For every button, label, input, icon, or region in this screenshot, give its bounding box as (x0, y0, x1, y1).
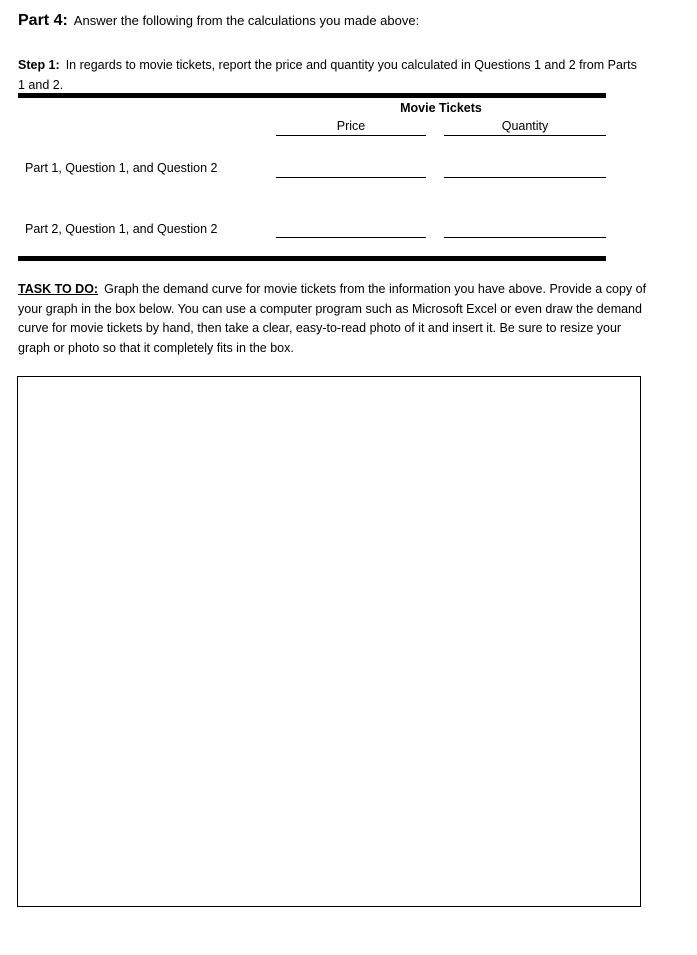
table-bottom-rule (18, 256, 606, 261)
step-label: Step 1: (18, 58, 60, 72)
header-underline-price (276, 135, 426, 136)
column-header-price: Price (336, 119, 366, 133)
price-answer-line-part1[interactable] (276, 177, 426, 178)
part-instruction: Answer the following from the calculations you made above: (73, 13, 420, 28)
graph-answer-box[interactable] (17, 376, 641, 907)
header-underline-quantity (444, 135, 606, 136)
quantity-answer-line-part2[interactable] (444, 237, 606, 238)
row-label-part1: Part 1, Question 1, and Question 2 (25, 161, 218, 175)
step-text: In regards to movie tickets, report the price and quantity you calculated in Questions 1 and 2 from Parts 1 and 2. (18, 58, 637, 92)
part-heading (18, 12, 419, 30)
task-text: Graph the demand curve for movie tickets from the information you have above. Provide a copy of your graph in the box below. You can use a computer program such as Microsoft Excel or even draw the demand curve for movie tickets by hand, then take a clear, easy-to-read photo of it and insert it. Be sure to resize your graph or photo so that it completely fits in the box. (18, 282, 647, 356)
table-top-rule (18, 93, 606, 98)
row-label-part2: Part 2, Question 1, and Question 2 (25, 222, 218, 236)
step-instructions (18, 55, 638, 95)
table-title: Movie Tickets (400, 101, 482, 115)
part-label: Part 4: (18, 12, 68, 29)
column-header-quantity: Quantity (501, 119, 549, 133)
task-label: TASK TO DO: (18, 282, 99, 296)
price-answer-line-part2[interactable] (276, 237, 426, 238)
task-instructions (18, 280, 648, 359)
quantity-answer-line-part1[interactable] (444, 177, 606, 178)
